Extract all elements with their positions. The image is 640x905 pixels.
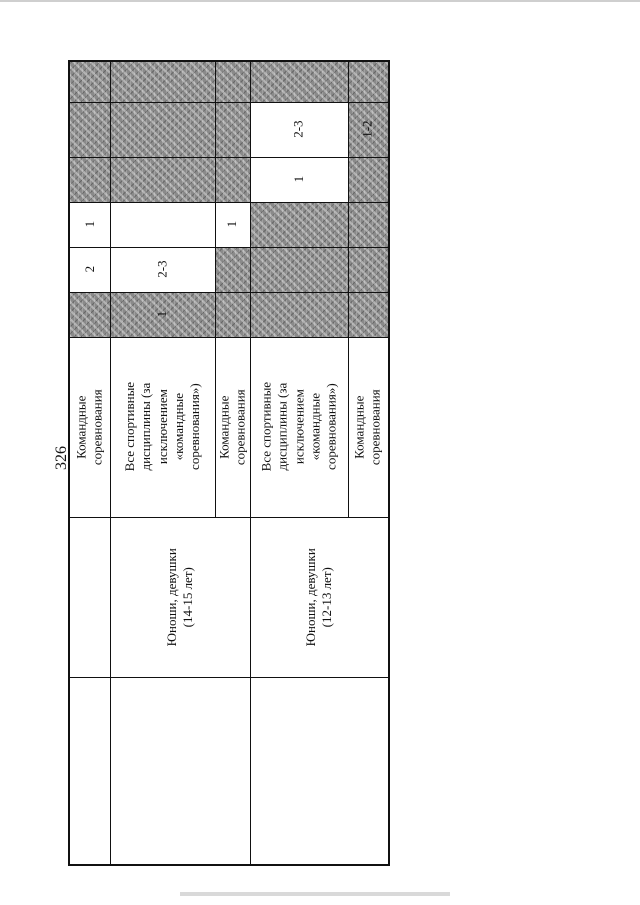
value-cell: 1 [290, 176, 306, 183]
shaded-cell [110, 157, 215, 202]
age-group-cell: Юноши, девушки (14-15 лет) [163, 547, 195, 647]
shaded-cell [348, 62, 388, 102]
value-cell: 2-3 [154, 260, 170, 279]
shaded-cell [70, 157, 110, 202]
shaded-cell [70, 292, 110, 337]
shaded-cell [70, 102, 110, 157]
shaded-cell [215, 62, 250, 102]
value-cell: 1-2 [359, 120, 375, 139]
value-cell: 2-3 [290, 120, 306, 139]
discipline-cell: Командные соревнования [216, 389, 248, 465]
value-cell: 1 [154, 311, 170, 318]
grid-line [70, 677, 388, 678]
value-cell: 1 [224, 221, 240, 228]
shaded-cell [215, 247, 250, 292]
discipline-cell: Все спортивные дисциплины (за исключением «командные соревнования») [258, 382, 339, 472]
discipline-cell: Командные соревнования [73, 389, 106, 465]
shaded-cell [348, 292, 388, 337]
age-group-cell: Юноши, девушки (12-13 лет) [302, 547, 334, 647]
discipline-cell: Все спортивные дисциплины (за исключением «командные соревнования») [121, 382, 202, 472]
shaded-cell [70, 62, 110, 102]
shaded-cell [215, 157, 250, 202]
shaded-cell [215, 292, 250, 337]
shaded-cell [110, 62, 215, 102]
shaded-cell [348, 247, 388, 292]
shaded-cell [348, 202, 388, 247]
discipline-cell: Командные соревнования [351, 389, 384, 465]
shaded-cell [250, 292, 348, 337]
shaded-cell [110, 102, 215, 157]
shaded-cell [250, 62, 348, 102]
shaded-cell [250, 247, 348, 292]
results-table [68, 60, 390, 866]
scan-artifact [180, 892, 450, 896]
shaded-cell [250, 202, 348, 247]
shaded-cell [348, 157, 388, 202]
page-number: 326 [53, 446, 70, 470]
value-cell: 1 [81, 221, 97, 228]
shaded-cell [215, 102, 250, 157]
value-cell: 2 [81, 266, 97, 273]
